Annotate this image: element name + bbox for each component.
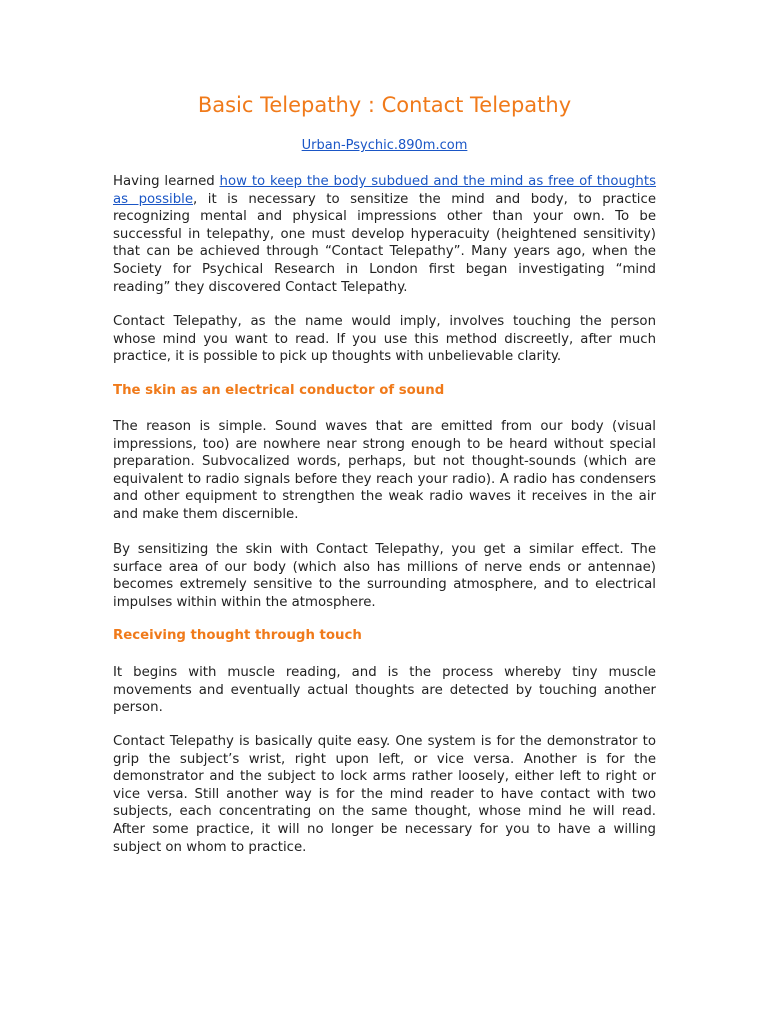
paragraph-reason: The reason is simple. Sound waves that are emitted from our body (visual impressions, too) are nowhere near strong enough to be heard without special preparation. Subvocalized words, perhaps, but not thought-sounds (which are equivalent to radio signals before they reach your radio). A radio has condensers and other equipment to strengthen the weak radio waves it receives in the air and make them discernible.: [113, 419, 656, 522]
section-heading-skin-conductor: The skin as an electrical conductor of sound: [113, 383, 445, 398]
section-heading-receiving-thought: Receiving thought through touch: [113, 628, 362, 643]
paragraph-muscle-reading: It begins with muscle reading, and is the process whereby tiny muscle movements and eventually actual thoughts are detected by touching another person.: [113, 665, 656, 716]
subdue-body-link[interactable]: how to keep the body subdued and the mind as free of thoughts as possible: [113, 174, 656, 207]
paragraph-contact-definition: Contact Telepathy, as the name would imply, involves touching the person whose mind you want to read. If you use this method discreetly, after much practice, it is possible to pick up thoughts with unbelievable clarity.: [113, 314, 656, 365]
paragraph-intro: [113, 173, 656, 296]
page-title: Basic Telepathy : Contact Telepathy: [197, 93, 572, 117]
paragraph-sensitizing: By sensitizing the skin with Contact Telepathy, you get a similar effect. The surface area of our body (which also has millions of nerve ends or antennae) becomes extremely sensitive to the surrounding atmosphere, and to electrical impulses within within the atmosphere.: [113, 542, 656, 610]
paragraph-methods: Contact Telepathy is basically quite easy. One system is for the demonstrator to grip the subject’s wrist, right upon left, or vice versa. Another is for the demonstrator and the subject to lock arms rather loosely, either left to right or vice versa. Still another way is for the mind reader to have contact with two subjects, each concentrating on the same thought, whose mind he will read. After some practice, it will no longer be necessary for you to have a willing subject on whom to practice.: [113, 734, 656, 855]
source-link[interactable]: Urban-Psychic.890m.com: [301, 138, 468, 153]
source-line: [113, 137, 656, 155]
paragraph-intro-prefix: Having learned: [113, 174, 220, 189]
paragraph-intro-suffix: , it is necessary to sensitize the mind and body, to practice recognizing mental and physical impressions other than your own. To be successful in telepathy, one must develop hyperacuity (heightened sensitivity) that can be achieved through “Contact Telepathy”. Many years ago, when the Society for Psychical Research in London first began investigating “mind reading” they discovered Contact Telepathy.: [113, 191, 656, 295]
